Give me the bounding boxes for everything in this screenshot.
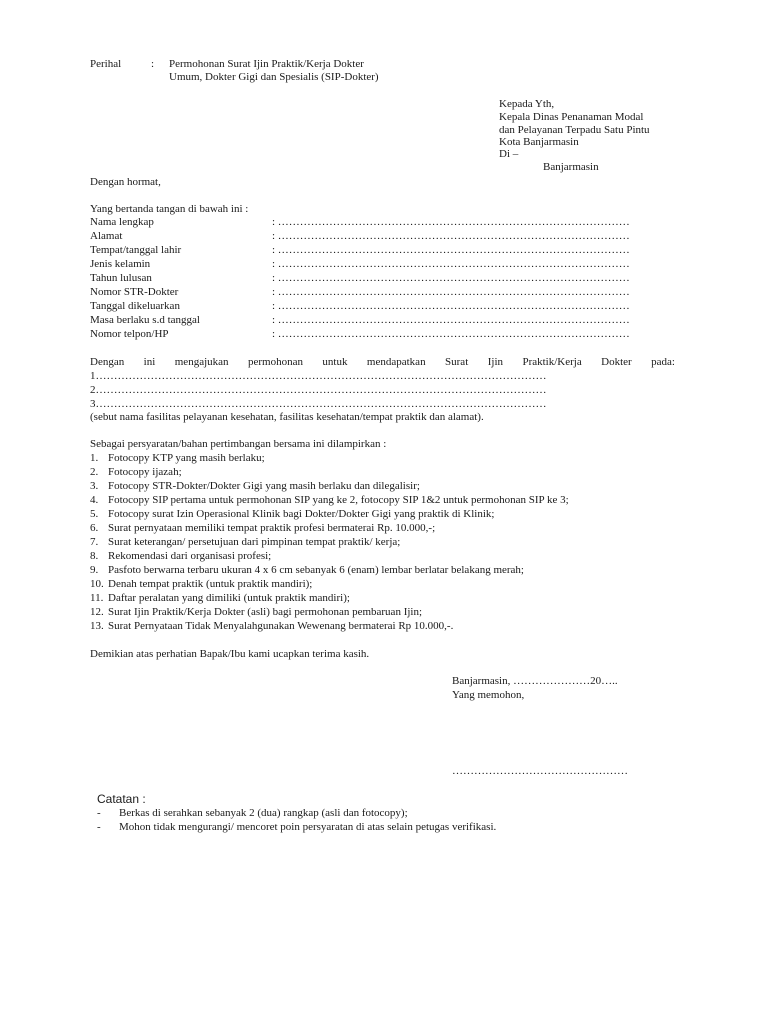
requirement-text: Denah tempat praktik (untuk praktik mandiri); [108, 578, 313, 590]
request-note: (sebut nama fasilitas pelayanan kesehatan, fasilitas kesehatan/tempat praktik dan alamat). [90, 411, 484, 423]
requirement-number: 5. [90, 508, 99, 520]
request-word: mengajukan [174, 356, 229, 368]
closing-text: Demikian atas perhatian Bapak/Ibu kami ucapkan terima kasih. [90, 648, 370, 660]
field-value-ttl: : …………………………………………………………………………………… [272, 244, 630, 256]
request-sentence [90, 356, 675, 369]
requirement-text: Surat Pernyataan Tidak Menyalahgunakan Wewenang bermaterai Rp 10.000,-. [108, 620, 454, 632]
requirement-number: 3. [90, 480, 99, 492]
note-bullet: - [97, 807, 101, 819]
request-line-2: 2…………………………………………………………………………………………………………… [90, 384, 547, 396]
request-word: Praktik/Kerja [522, 356, 582, 368]
requirement-text: Surat pernyataan memiliki tempat praktik profesi bermaterai Rp. 10.000,-; [108, 522, 436, 534]
perihal-line-2: Umum, Dokter Gigi dan Spesialis (SIP-Dokter) [169, 71, 379, 83]
field-label-tahun-lulusan: Tahun lulusan [90, 272, 152, 284]
field-label-nomor-str: Nomor STR-Dokter [90, 286, 179, 298]
requirement-text: Surat keterangan/ persetujuan dari pimpinan tempat praktik/ kerja; [108, 536, 401, 548]
request-word: pada: [651, 356, 675, 368]
request-line-3: 3…………………………………………………………………………………………………………… [90, 398, 547, 410]
field-value-nomor-telpon: : …………………………………………………………………………………… [272, 328, 630, 340]
request-word: Dengan [90, 356, 125, 368]
requirement-number: 7. [90, 536, 99, 548]
field-value-jenis-kelamin: : …………………………………………………………………………………… [272, 258, 630, 270]
recipient-line-3: dan Pelayanan Terpadu Satu Pintu [499, 124, 650, 136]
field-value-alamat: : …………………………………………………………………………………… [272, 230, 630, 242]
field-value-masa-berlaku: : …………………………………………………………………………………… [272, 314, 630, 326]
field-value-tanggal-dikeluarkan: : …………………………………………………………………………………… [272, 300, 630, 312]
field-label-jenis-kelamin: Jenis kelamin [90, 258, 151, 270]
requirement-text: Fotocopy ijazah; [108, 466, 182, 478]
requirements-intro: Sebagai persyaratan/bahan pertimbangan bersama ini dilampirkan : [90, 438, 387, 450]
signature-place-date: Banjarmasin, …………………20….. [452, 675, 618, 687]
field-label-alamat: Alamat [90, 230, 123, 242]
recipient-line-1: Kepada Yth, [499, 98, 555, 110]
requirement-text: Daftar peralatan yang dimiliki (untuk praktik mandiri); [108, 592, 350, 604]
requirement-text: Rekomendasi dari organisasi profesi; [108, 550, 272, 562]
requirement-number: 1. [90, 452, 99, 464]
requirement-number: 11. [90, 592, 104, 604]
field-label-nomor-telpon: Nomor telpon/HP [90, 328, 169, 340]
signature-line: ………………………………………… [452, 765, 628, 777]
requirement-number: 12. [90, 606, 104, 618]
requirement-number: 6. [90, 522, 99, 534]
perihal-separator: : [151, 58, 155, 70]
requirement-number: 8. [90, 550, 99, 562]
field-value-tahun-lulusan: : …………………………………………………………………………………… [272, 272, 630, 284]
recipient-line-4: Kota Banjarmasin [499, 136, 579, 148]
requirement-number: 10. [90, 578, 104, 590]
requirement-text: Pasfoto berwarna terbaru ukuran 4 x 6 cm sebanyak 6 (enam) lembar berlatar belakang merah; [108, 564, 524, 576]
requirement-number: 4. [90, 494, 99, 506]
requirement-text: Fotocopy KTP yang masih berlaku; [108, 452, 265, 464]
recipient-line-6: Banjarmasin [543, 161, 599, 173]
requirement-number: 13. [90, 620, 104, 632]
request-word: permohonan [247, 356, 303, 368]
note-text: Mohon tidak mengurangi/ mencoret poin persyaratan di atas selain petugas verifikasi. [119, 821, 497, 833]
field-label-tanggal-dikeluarkan: Tanggal dikeluarkan [90, 300, 180, 312]
request-word: untuk [322, 356, 348, 368]
field-label-masa-berlaku: Masa berlaku s.d tanggal [90, 314, 200, 326]
requirement-number: 2. [90, 466, 99, 478]
perihal-line-1: Permohonan Surat Ijin Praktik/Kerja Dokter [169, 58, 364, 70]
request-word: ini [143, 356, 156, 368]
field-label-nama: Nama lengkap [90, 216, 154, 228]
greeting: Dengan hormat, [90, 176, 161, 188]
requirement-text: Fotocopy SIP pertama untuk permohonan SIP yang ke 2, fotocopy SIP 1&2 untuk permohonan SIP ke 3; [108, 494, 569, 506]
request-word: Surat [445, 356, 469, 368]
perihal-label: Perihal [90, 58, 122, 70]
note-bullet: - [97, 821, 101, 833]
field-value-nomor-str: : …………………………………………………………………………………… [272, 286, 630, 298]
field-label-ttl: Tempat/tanggal lahir [90, 244, 182, 256]
requirement-text: Fotocopy STR-Dokter/Dokter Gigi yang masih berlaku dan dilegalisir; [108, 480, 420, 492]
notes-title: Catatan : [97, 792, 146, 806]
note-text: Berkas di serahkan sebanyak 2 (dua) rangkap (asli dan fotocopy); [119, 807, 408, 819]
requirement-number: 9. [90, 564, 99, 576]
request-word: mendapatkan [366, 356, 426, 368]
request-word: Ijin [487, 356, 503, 368]
request-word: Dokter [601, 356, 632, 368]
request-line-1: 1…………………………………………………………………………………………………………… [90, 370, 547, 382]
signature-applicant-label: Yang memohon, [452, 689, 525, 701]
requirement-text: Fotocopy surat Izin Operasional Klinik bagi Dokter/Dokter Gigi yang praktik di Klinik; [108, 508, 495, 520]
recipient-line-5: Di – [499, 148, 519, 160]
intro-text: Yang bertanda tangan di bawah ini : [90, 203, 249, 215]
requirement-text: Surat Ijin Praktik/Kerja Dokter (asli) bagi permohonan pembaruan Ijin; [108, 606, 423, 618]
field-value-nama: : …………………………………………………………………………………… [272, 216, 630, 228]
recipient-line-2: Kepala Dinas Penanaman Modal [499, 111, 644, 123]
